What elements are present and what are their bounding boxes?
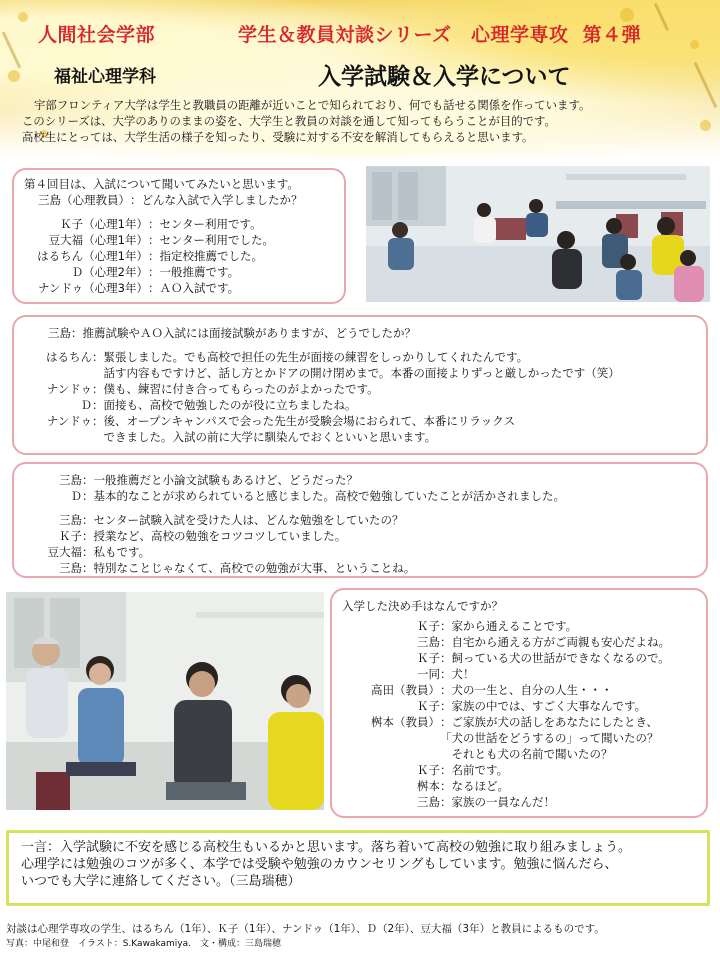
speaker: 三島 (48, 326, 71, 340)
dialogue-line (24, 192, 334, 208)
speaker: 三島 (417, 635, 440, 649)
speech: できました。入試の前に大学に馴染んでおくといいと思います。 (92, 430, 437, 444)
speaker: 三島 (417, 795, 440, 809)
dialogue-line (24, 264, 334, 280)
speech: それとも犬の名前で聞いたの？ (440, 747, 613, 761)
discussion-photo (366, 166, 710, 302)
speech: ：私もです。 (82, 545, 151, 559)
speech: ：指定校推薦でした。 (148, 249, 263, 263)
page-title: 入学試験＆入学について (318, 64, 571, 90)
speaker (26, 365, 92, 381)
dialogue-line (342, 730, 696, 746)
speech: ：緊張しました。でも高校で担任の先生が面接の練習をしっかりしてくれたんです。 (92, 350, 529, 364)
department-name: 人間社会学部 (38, 24, 156, 46)
speech: ：どんな入試で入学しましたか？ (130, 193, 303, 207)
dialogue-box-written-exam (12, 462, 708, 578)
speech: 「犬の世話をどうするの」って聞いたの？ (440, 731, 659, 745)
series-name: 学生＆教員対談シリーズ 心理学専攻 (238, 24, 569, 46)
speech: ：家族の一員なんだ！ (440, 795, 555, 809)
discussion-photo-illustration (366, 166, 710, 302)
speech: ：家から通えることです。 (440, 619, 578, 633)
speech: ：センター利用でした。 (148, 233, 275, 247)
speaker: 一同 (417, 667, 440, 681)
series-title (38, 20, 698, 47)
dialogue-box-interview (12, 315, 708, 455)
intro-text (22, 97, 702, 145)
dialogue-line (24, 216, 334, 232)
speaker: Ｄ（心理2年） (71, 265, 148, 279)
speech: ：推薦試験やＡＯ入試には面接試験がありますが、どうでしたか？ (71, 326, 416, 340)
speaker: 豆大福 (47, 545, 82, 559)
speaker: 三島（心理教員） (38, 193, 130, 207)
closing-comment-line: いつでも大学に連絡してください。（三島瑞穂） (21, 874, 301, 889)
dialogue-line (26, 349, 694, 365)
dialogue-line (24, 232, 334, 248)
speech: ：特別なことじゃなくて、高校での勉強が大事、ということね。 (82, 561, 416, 575)
dialogue-line (342, 794, 696, 810)
speaker: 三島 (59, 473, 82, 487)
speaker: ナンドゥ (46, 414, 92, 428)
speech: ：授業など、高校の勉強をコツコツしていました。 (82, 529, 347, 543)
speaker: Ｋ子 (417, 651, 440, 665)
intro-line: このシリーズは、大学のありのままの姿を、大学生と教員の対談を通して知ってもらうことが目的です。 (22, 114, 556, 128)
speech: ：名前です。 (440, 763, 509, 777)
dialogue-line (26, 560, 694, 576)
intro-line: 高校生にとっては、大学生活の様子を知ったり、受験に対する不安を解消してもらえると思います。 (22, 130, 534, 144)
dialogue-line (342, 682, 696, 698)
speaker: Ｋ子 (417, 699, 440, 713)
dialogue-line (26, 512, 694, 528)
grass-decoration (2, 31, 22, 69)
header-banner (0, 0, 720, 158)
speaker: Ｋ子 (59, 529, 82, 543)
dialogue-line (26, 413, 694, 429)
speech: ：センター試験入試を受けた人は、どんな勉強をしていたの？ (82, 513, 404, 527)
dialogue-line (26, 429, 694, 445)
speaker: はるちん（心理1年） (37, 249, 148, 263)
credits-small-text: 写真：中尾和登 イラスト：S.Kawakamiya. 文・構成：三島瑞穂 (6, 939, 281, 949)
speaker (342, 730, 440, 746)
dialogue-line (26, 528, 694, 544)
speaker: Ｋ子 (417, 619, 440, 633)
speech: ：ＡＯ入試です。 (148, 281, 240, 295)
closing-comment-line: 一言：入学試験に不安を感じる高校生もいるかと思います。落ち着いて高校の勉強に取り組みましょう。 (21, 840, 631, 855)
dialogue-line (342, 714, 696, 730)
dialogue-line (26, 544, 694, 560)
closing-comment-box (6, 830, 710, 906)
flower-decoration (8, 70, 20, 82)
speech: ：犬！ (440, 667, 475, 681)
dialogue-line (26, 365, 694, 381)
speaker: Ｋ子 (417, 763, 440, 777)
speaker: 桝本（教員） (371, 715, 440, 729)
speaker (26, 429, 92, 445)
dialogue-box-exam-type (12, 168, 346, 304)
dialogue-line (342, 698, 696, 714)
speaker: ナンドゥ（心理3年） (38, 281, 148, 295)
speaker: 高田（教員） (371, 683, 440, 697)
speech: ：後、オープンキャンパスで会った先生が受験会場におられて、本番にリラックス (92, 414, 516, 428)
dialogue-line (24, 280, 334, 296)
lead-text: 第４回目は、入試について聞いてみたいと思います。 (24, 177, 299, 191)
credits-text: 対談は心理学専攻の学生、はるちん（1年）、Ｋ子（1年）、ナンドゥ（1年）、Ｄ（2年）、豆大福（3年）と教員によるものです。 (6, 923, 605, 935)
students-photo (6, 592, 324, 810)
speaker: Ｋ子（心理1年） (60, 217, 148, 231)
flower-decoration (18, 12, 28, 22)
speech: ：一般推薦だと小論文試験もあるけど、どうだった？ (82, 473, 358, 487)
dialogue-line (342, 762, 696, 778)
speech: ：自宅から通える方がご両親も安心だよね。 (440, 635, 670, 649)
speech: ：基本的なことが求められていると感じました。高校で勉強していたことが活かされました。 (82, 489, 565, 503)
speaker: 豆大福（心理1年） (48, 233, 148, 247)
intro-line: 宇部フロンティア大学は学生と教職員の距離が近いことで知られており、何でも話せる関係を作っています。 (34, 98, 591, 112)
dialogue-line (26, 488, 694, 504)
speech: ：家族の中では、すごく大事なんです。 (440, 699, 647, 713)
speech: ：犬の一生と、自分の人生・・・ (440, 683, 613, 697)
speaker: Ｄ (80, 398, 92, 412)
speaker: 三島 (59, 561, 82, 575)
dialogue-line (26, 381, 694, 397)
speaker (342, 746, 440, 762)
question-text: 入学した決め手はなんですか？ (342, 599, 503, 613)
dialogue-line (26, 397, 694, 413)
speaker: はるちん (46, 350, 92, 364)
dialogue-line (342, 650, 696, 666)
students-photo-illustration (6, 592, 324, 810)
dialogue-box-decision (330, 588, 708, 818)
speech: ：飼っている犬の世話ができなくなるので。 (440, 651, 670, 665)
speech: ：センター利用です。 (148, 217, 262, 231)
speech: ：僕も、練習に付き合ってもらったのがよかったです。 (92, 382, 379, 396)
speaker: Ｄ (70, 489, 82, 503)
speech: ：なるほど。 (440, 779, 509, 793)
dialogue-line (342, 746, 696, 762)
speech: ：一般推薦です。 (148, 265, 240, 279)
speech: ：ご家族が犬の話しをあなたにしたとき、 (440, 715, 659, 729)
dialogue-line (24, 248, 334, 264)
speaker: ナンドゥ (46, 382, 92, 396)
dialogue-line (342, 778, 696, 794)
dialogue-line (26, 472, 694, 488)
dialogue-line (342, 666, 696, 682)
dialogue-line (342, 634, 696, 650)
volume-number: 第４弾 (582, 24, 642, 46)
dialogue-line (26, 325, 694, 341)
closing-comment-line: 心理学には勉強のコツが多く、本学では受験や勉強のカウンセリングもしています。勉強に悩んだら、 (21, 857, 618, 872)
speech: ：面接も、高校で勉強したのが役に立ちましたね。 (92, 398, 357, 412)
dialogue-line (342, 618, 696, 634)
speaker: 三島 (59, 513, 82, 527)
speaker: 桝本 (417, 779, 440, 793)
speech: 話す内容もですけど、話し方とかドアの開け閉めまで。本番の面接よりずっと厳しかったです（笑） (92, 366, 620, 380)
subject-title: 福祉心理学科 (54, 67, 156, 87)
